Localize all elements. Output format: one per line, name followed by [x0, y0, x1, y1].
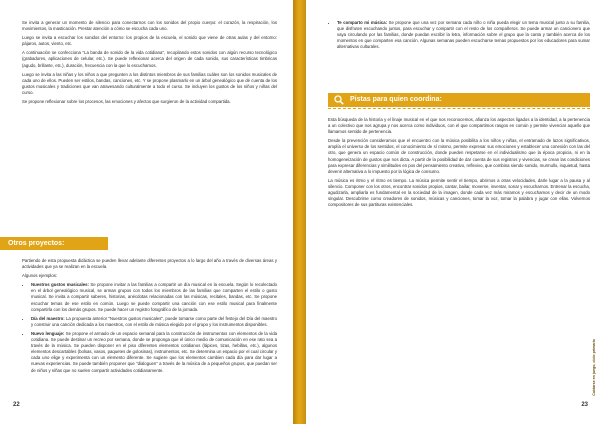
list-item: [31, 316, 277, 328]
section-title: Otros proyectos:: [8, 240, 65, 247]
paragraph: Partiendo de esta propuesta didáctica se pueden llevar adelante diferentes proyectos a lo largo del año a través de diversas áreas y actividades que ya se realizan en la escuela.: [22, 258, 277, 270]
top-item-text: [328, 20, 590, 53]
projects-text: [22, 258, 277, 377]
list-item-text: Se propone el armado de un espacio semanal para la construcción de instrumentos con elementos de la vida cotidiana. Se puede destinar un recreo por semana, donde se proponga que el único medio de comunicación en ese rato sea a través de la música. Se pueden disponer en el piso diferentes elementos cotidianos (lápices, tizas, hebillas, etc.), algunos elementos descartables (bolsas, vasos, paquetes de golosinas), instrumentos, etc. Se determina un espacio por el cual circular y cada uno elige y experimenta con un elemento diferente. Se sugiere que los elementos cambien cada día para dar lugar a nuevas experiencias. Se puede también proponer que "dialoguen" a través de la música de a pequeños grupos, que puedan ser de niños y niñas que no suelen compartir actividades cotidianamente.: [31, 330, 277, 373]
list-item-text: Se propone invitar a las familias a compartir un día musical en la escuela. Según lo recolectado en el árbol genealógico musical, se arman grupos con todos los miembros de las familias que comparten el estilo o gusto musical. Se invita a compartir saberes, historias, anécdotas relacionadas con las músicas, recitales, bandas, etc. Se propone escuchar temas de ese estilo en común. Luego se puede compartir una canción con ese estilo musical para finalmente compartirla con los demás grupos. Se puede hacer un registro fotográfico de la jornada.: [31, 282, 277, 312]
list-item-text: La propuesta anterior "Nuestros gustos musicales", puede tomarse como parte del festejo del Día del maestro y construir una canción dedicada a los maestros, con el estilo de música elegido por el grupo y los instrumentos disponibles.: [31, 315, 277, 327]
paragraph: Luego se invita a las niñas y los niños a que pregunten a los distintos miembros de sus familias cuáles son los sonidos musicales de cada uno de ellos. Pueden ser estilos, bandas, canciones, etc. Y se propone plasmarlo en un árbol genealógico que dé cuenta de los gustos musicales y tradiciones que van atravesando culturalmente a todo el curso. Se incluyen los gustos de los niños y niñas del curso.: [22, 71, 277, 95]
paragraph: Se invita a generar un momento de silencio para conectarnos con los sonidos del propio cuerpo: el corazón, la respiración, los movimientos, la masticación. Prestar atención a cómo se escucha cada uno.: [22, 20, 277, 32]
right-page: [306, 0, 600, 424]
page-number-right: 23: [581, 402, 588, 408]
hint-title: Pistas para quien coordina:: [350, 96, 442, 103]
list-item-title: Día del maestro:: [31, 315, 65, 321]
examples-list: [22, 282, 277, 373]
left-intro-text: [22, 20, 277, 108]
hint-title-bar: [328, 93, 590, 107]
paragraph: Esta búsqueda de la historia y el linaje musical en el que nos reconocemos, afianza los aspectos ligados a la identidad, a la pertenencia a un colectivo que nos agrupa y nos acerca como individuos, con el que compartimos rasgos en común y permite vivenciar aquello que llamamos sentido de pertenencia.: [328, 117, 590, 135]
paragraph: La música es ritmo y el ritmo es tiempo. La música permite sentir el tiempo, abrirnos a otras velocidades, darle lugar a la pausa y al silencio. Componer con los otros, encontrar sonidos propios, cantar, bailar, moverse, inventar, sonar y escucharnos. Entrenar la escucha, agudizarla, ampliarla es fundamental en la sociedad de la imagen, donde cada vez más miramos y escuchamos y decir de un modo singular. Descubrirse como creadores de sonidos, músicas y canciones, tomar la voz, tomar la palabra y jugar con ellas. Volvernos compositores de sus partituras existenciales.: [328, 177, 590, 208]
hint-text: [328, 117, 590, 211]
paragraph: Algunos ejemplos:: [22, 273, 58, 279]
list-item-title: Nuevo lenguaje:: [31, 330, 65, 336]
paragraph: Luego se invita a escuchar los sonidos del entorno: los propios de la escuela, el sonido que viene de otras aulas y del entorno: pájaros, autos, viento, etc.: [22, 35, 277, 47]
list-item-text: Se propone que una vez por semana cada niño o niña pueda elegir un tema musical junto a su familia, que disfruten escuchando juntos, para escuchar y compartir con el resto de los compañeros. Se puede armar un cancionero que vaya circulando por las familias, donde puedan escribir la letra, información sobre el grupo que la canta y también acerca de los momentos en que comparten esa canción. Algunas semanas pueden escucharse temas propuestos por los educadores para sumar alternativas culturales.: [337, 20, 590, 50]
hint-rule: [328, 107, 590, 109]
paragraph: Desde la prevención consideramos que el encuentro con la música posibilita a los niños y niñas, el entramado de lazos significativos, amplía el universo de los sentidos, el conocimiento de sí mismo, permite expresar sus emociones y establecer una conexión con las del otro, que genera un espacio común de construcción, donde pueden respetarse en el individualismo que la época propicia, ni en la homogeneización de gustos que nos dicta. A partir de la posibilidad de dar cuenta de sus registros y vivencias, se crean las condiciones para expresar diferencias y similitudes en pos del pensamiento creativo, reflexivo, que combina siendo sonido, murmullo, inquietud, hasta devenir alternativa a lo impuesto por la lógica de consumo.: [328, 138, 591, 174]
list-item-title: Nuestros gustos musicales:: [31, 282, 89, 288]
list-item: [31, 282, 277, 312]
magnifier-icon: [334, 95, 344, 105]
paragraph: Se propone reflexionar sobre los procesos, las emociones y afectos que surgieron de la actividad compartida.: [22, 99, 231, 105]
page-number-left: 22: [13, 402, 20, 408]
side-label: Cuidarse en juego, ciclo primario: [592, 339, 596, 396]
left-page: [0, 0, 293, 424]
section-rule: [0, 249, 108, 251]
list-item: [337, 20, 590, 50]
list-item-title: Te comparto mi música:: [337, 20, 388, 25]
list-item: [31, 331, 277, 374]
paragraph: A continuación se confecciona "La banda de sonido de la vida cotidiana", recopilando estos sonidos con algún recurso tecnológico (grabadores, aplicaciones de celular, etc.). Se puede reflexionar acerca del origen de cada sonido, sus características timbricas (agudo, brillante, etc.), duración, frecuencia con la que lo escuchamos.: [22, 50, 277, 68]
book-fold: [293, 0, 306, 424]
top-item-list: [328, 20, 590, 50]
section-title-bar: [0, 237, 108, 250]
